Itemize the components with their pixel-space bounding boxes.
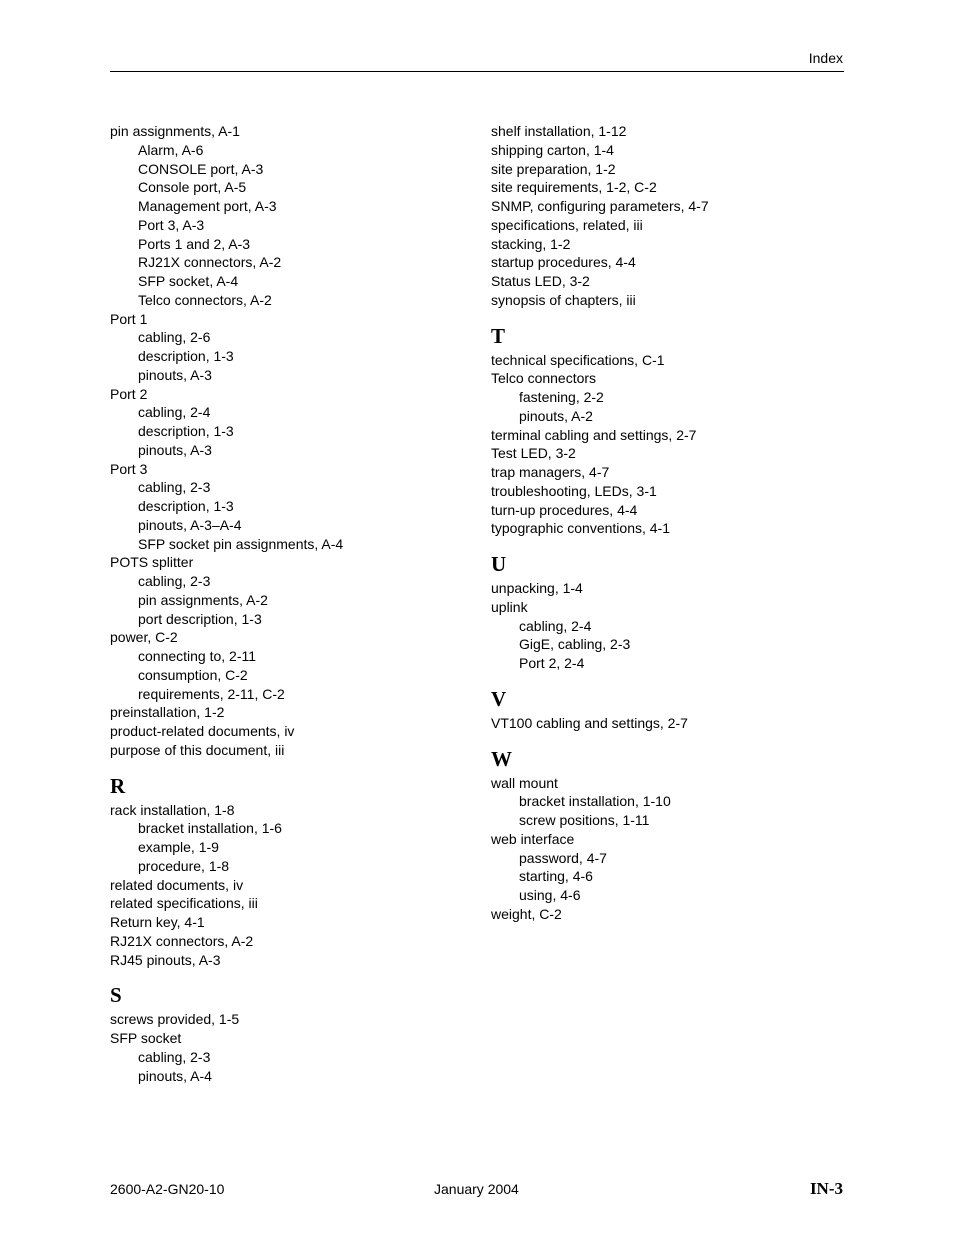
- index-entry: related specifications, iii: [110, 895, 258, 912]
- index-subentry: pinouts, A-4: [138, 1067, 212, 1084]
- index-entry: weight, C-2: [491, 905, 562, 922]
- index-entry: stacking, 1-2: [491, 235, 571, 252]
- index-entry: preinstallation, 1-2: [110, 704, 225, 721]
- footer-page-number: IN-3: [809, 1179, 843, 1198]
- index-entry: turn-up procedures, 4-4: [491, 501, 638, 518]
- index-entry: RJ45 pinouts, A-3: [110, 951, 221, 968]
- index-entry: Port 2: [110, 385, 148, 402]
- index-entry: POTS splitter: [110, 554, 194, 571]
- index-subentry: requirements, 2-11, C-2: [138, 685, 285, 702]
- index-entry: RJ21X connectors, A-2: [110, 932, 254, 949]
- index-entry: startup procedures, 4-4: [491, 254, 636, 271]
- index-entry: rack installation, 1-8: [110, 801, 235, 818]
- index-subentry: bracket installation, 1-6: [138, 820, 282, 837]
- index-subentry: connecting to, 2-11: [138, 648, 257, 664]
- index-subentry: starting, 4-6: [519, 868, 593, 885]
- index-entry: web interface: [491, 830, 575, 847]
- index-section-letter: S: [110, 983, 122, 1008]
- index-subentry: GigE, cabling, 2-3: [519, 636, 631, 653]
- index-entry: terminal cabling and settings, 2-7: [491, 426, 697, 443]
- index-entry: Test LED, 3-2: [491, 445, 576, 462]
- index-entry: Port 1: [110, 310, 148, 327]
- index-entry: shelf installation, 1-12: [491, 123, 627, 139]
- index-subentry: cabling, 2-3: [138, 573, 211, 589]
- header-rule: [110, 71, 844, 72]
- index-subentry: consumption, C-2: [138, 666, 248, 683]
- index-subentry: cabling, 2-4: [138, 404, 211, 421]
- index-subentry: Telco connectors, A-2: [138, 291, 272, 308]
- index-entry: pin assignments, A-1: [110, 123, 240, 139]
- index-subentry: bracket installation, 1-10: [519, 793, 671, 810]
- index-subentry: password, 4-7: [519, 849, 607, 866]
- index-entry: typographic conventions, 4-1: [491, 520, 670, 537]
- index-subentry: pin assignments, A-2: [138, 591, 268, 608]
- index-entry: power, C-2: [110, 629, 178, 646]
- index-entry: Port 3: [110, 460, 148, 477]
- index-subentry: pinouts, A-3: [138, 366, 212, 383]
- index-entry: trap managers, 4-7: [491, 464, 610, 480]
- index-section-letter: W: [491, 746, 512, 771]
- index-subentry: SFP socket, A-4: [138, 273, 239, 289]
- index-section-letter: U: [491, 552, 507, 576]
- index-column-left: [110, 122, 470, 1085]
- index-subentry: example, 1-9: [138, 839, 219, 855]
- index-section-letter: R: [110, 773, 126, 798]
- index-entry: shipping carton, 1-4: [491, 141, 614, 158]
- index-subentry: port description, 1-3: [138, 610, 262, 627]
- index-entry: specifications, related, iii: [491, 216, 643, 233]
- footer-doc-number: 2600-A2-GN20-10: [110, 1181, 225, 1197]
- index-entry: SFP socket: [110, 1030, 182, 1046]
- index-subentry: cabling, 2-6: [138, 329, 211, 346]
- index-subentry: cabling, 2-3: [138, 1048, 211, 1065]
- index-section-letter: T: [491, 323, 506, 348]
- index-subentry: Console port, A-5: [138, 179, 247, 196]
- index-subentry: description, 1-3: [138, 423, 234, 439]
- index-entry: SNMP, configuring parameters, 4-7: [491, 198, 709, 214]
- index-subentry: Port 2, 2-4: [519, 655, 585, 671]
- index-subentry: description, 1-3: [138, 498, 234, 514]
- index-subentry: Port 3, A-3: [138, 216, 205, 233]
- running-header: Index: [808, 50, 843, 66]
- index-subentry: cabling, 2-4: [519, 617, 592, 634]
- index-subentry: Alarm, A-6: [138, 141, 204, 158]
- index-subentry: CONSOLE port, A-3: [138, 160, 264, 177]
- index-subentry: description, 1-3: [138, 348, 234, 364]
- index-subentry: using, 4-6: [519, 887, 581, 903]
- index-entry: Telco connectors: [491, 370, 597, 387]
- index-subentry: procedure, 1-8: [138, 857, 230, 874]
- index-subentry: RJ21X connectors, A-2: [138, 254, 282, 271]
- index-entry: screws provided, 1-5: [110, 1011, 240, 1028]
- index-section-letter: V: [491, 686, 507, 711]
- index-subentry: cabling, 2-3: [138, 479, 211, 496]
- footer-date: January 2004: [434, 1181, 519, 1197]
- index-entry: VT100 cabling and settings, 2-7: [491, 714, 688, 731]
- index-subentry: SFP socket pin assignments, A-4: [138, 535, 344, 552]
- index-entry: technical specifications, C-1: [491, 351, 665, 368]
- index-subentry: pinouts, A-3: [138, 441, 212, 458]
- index-subentry: fastening, 2-2: [519, 389, 604, 405]
- index-entry: unpacking, 1-4: [491, 580, 583, 596]
- index-entry: wall mount: [491, 774, 558, 791]
- index-subentry: Management port, A-3: [138, 198, 277, 214]
- index-entry: related documents, iv: [110, 876, 244, 893]
- index-entry: site requirements, 1-2, C-2: [491, 179, 657, 196]
- index-entry: uplink: [491, 598, 528, 615]
- index-subentry: screw positions, 1-11: [519, 812, 650, 828]
- index-column-right: [491, 122, 851, 924]
- index-entry: purpose of this document, iii: [110, 741, 285, 758]
- index-entry: site preparation, 1-2: [491, 160, 616, 177]
- index-subentry: pinouts, A-2: [519, 407, 593, 424]
- index-entry: synopsis of chapters, iii: [491, 291, 636, 308]
- index-subentry: pinouts, A-3–A-4: [138, 516, 242, 533]
- index-entry: troubleshooting, LEDs, 3-1: [491, 482, 657, 499]
- index-entry: product-related documents, iv: [110, 723, 295, 739]
- index-subentry: Ports 1 and 2, A-3: [138, 235, 251, 252]
- index-entry: Return key, 4-1: [110, 914, 205, 930]
- index-entry: Status LED, 3-2: [491, 273, 590, 289]
